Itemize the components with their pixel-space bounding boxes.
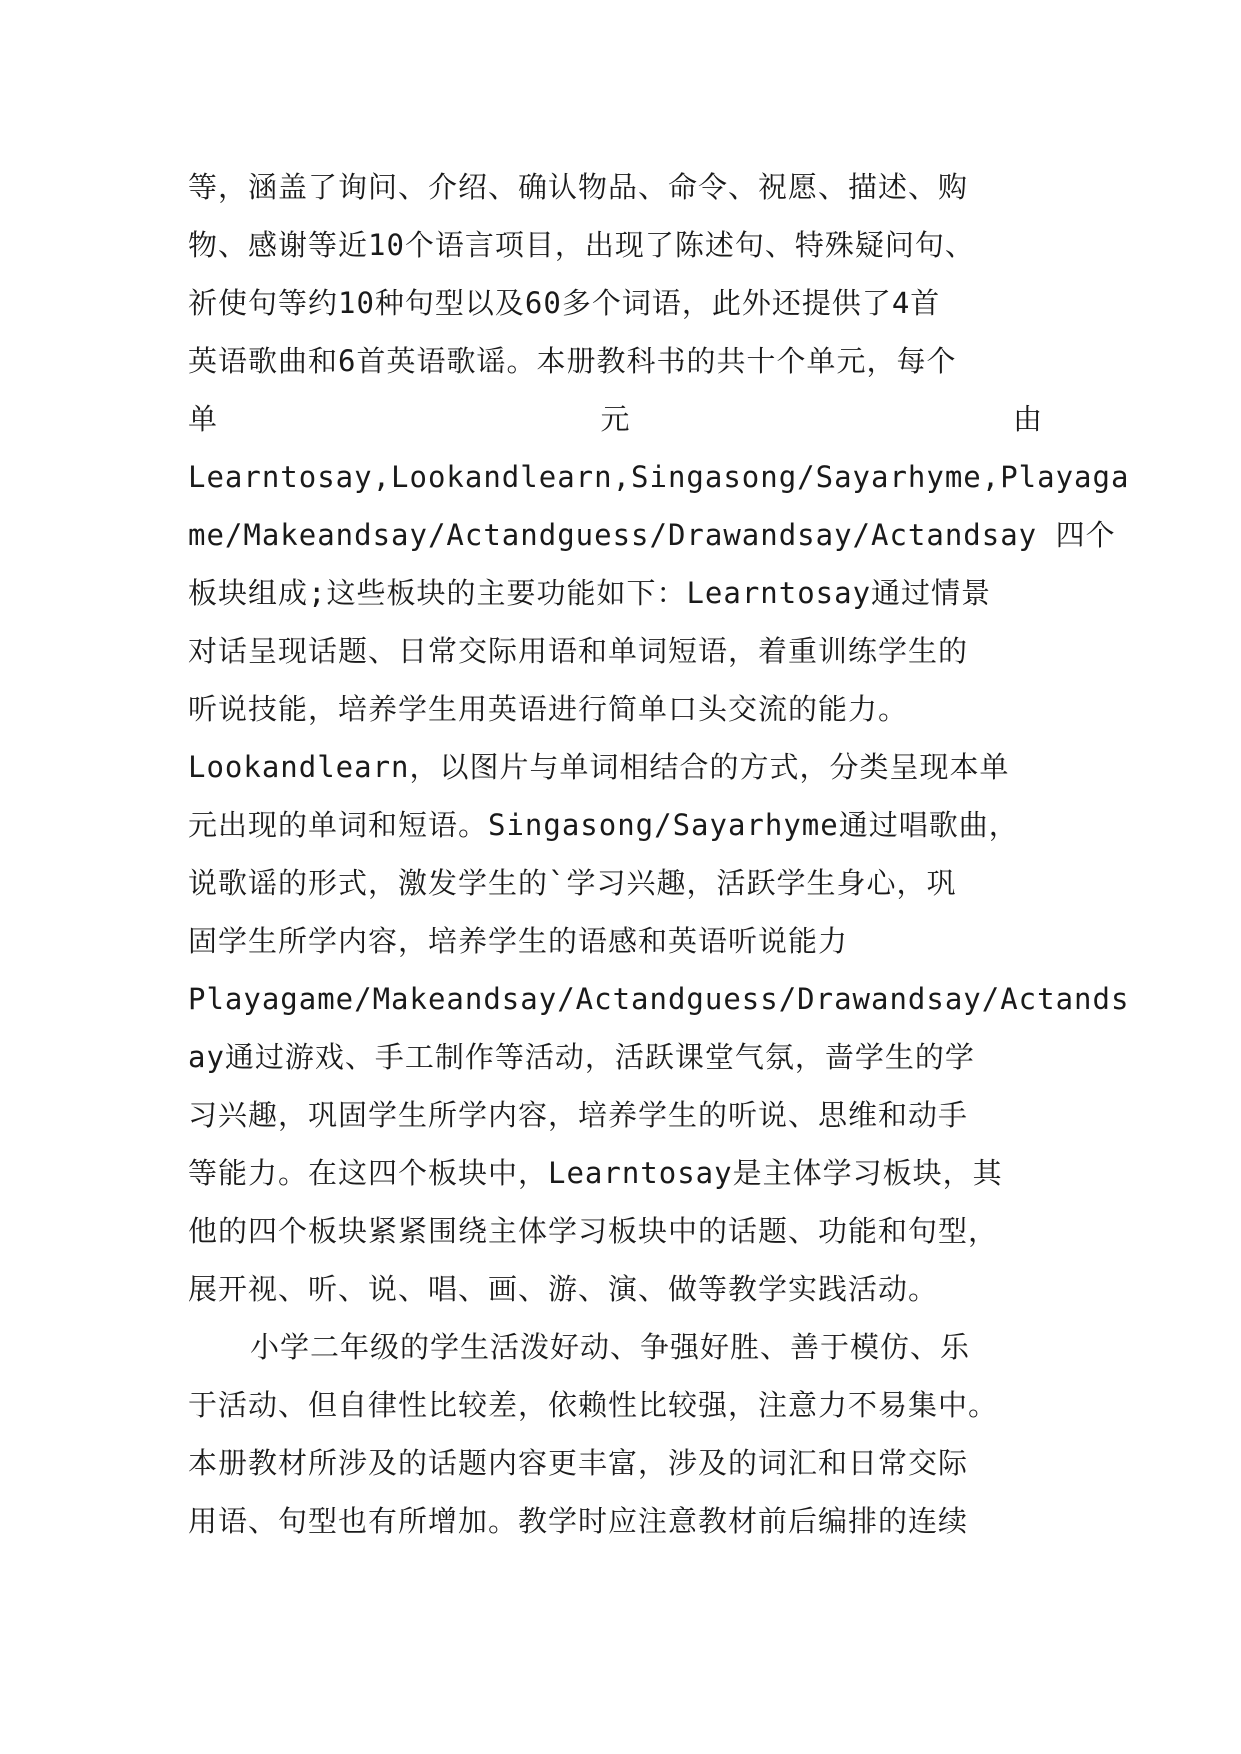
text-line: Learntosay,Lookandlearn,Singasong/Sayarhyme,Playaga [188,460,1130,494]
text-line: Lookandlearn，以图片与单词相结合的方式，分类呈现本单 [188,750,1010,784]
spread-word: 由 [1012,402,1043,436]
text-line: 固学生所学内容，培养学生的语感和英语听说能力 [188,924,849,958]
text-line: 对话呈现话题、日常交际用语和单词短语，着重训练学生的 [188,634,969,668]
text-line: 展开视、听、说、唱、画、游、演、做等教学实践活动。 [188,1272,939,1306]
text-line: 说歌谣的形式，激发学生的`学习兴趣，活跃学生身心，巩 [188,866,957,900]
text-line: 等能力。在这四个板块中，Learntosay是主体学习板块，其 [188,1156,1003,1190]
text-line: ay通过游戏、手工制作等活动，活跃课堂气氛，啬学生的学 [188,1040,975,1074]
text-line: me/Makeandsay/Actandguess/Drawandsay/Actandsay 四个 [188,518,1116,552]
text-line: 于活动、但自律性比较差，依赖性比较强，注意力不易集中。 [188,1388,999,1422]
text-line: 等，涵盖了询问、介绍、确认物品、命令、祝愿、描述、购 [188,170,969,204]
text-line: 板块组成;这些板块的主要功能如下：Learntosay通过情景 [188,576,992,610]
text-line: 祈使句等约10种句型以及60多个词语，此外还提供了4首 [188,286,941,320]
text-line: 听说技能，培养学生用英语进行简单口头交流的能力。 [188,692,909,726]
paragraph-first-line: 小学二年级的学生活泼好动、争强好胜、善于模仿、乐 [250,1330,971,1364]
text-line: 用语、句型也有所增加。教学时应注意教材前后编排的连续 [188,1504,969,1538]
text-line: 本册教材所涉及的话题内容更丰富，涉及的词汇和日常交际 [188,1446,969,1480]
spread-word: 单 [188,402,219,436]
text-line-spread [188,390,1043,448]
text-line: 元出现的单词和短语。Singasong/Sayarhyme通过唱歌曲， [188,808,1019,842]
spread-word: 元 [600,402,631,436]
text-line: 英语歌曲和6首英语歌谣。本册教科书的共十个单元，每个 [188,344,957,378]
body-text [188,158,1130,1550]
text-line: Playagame/Makeandsay/Actandguess/Drawandsay/Actands [188,982,1130,1016]
text-line: 他的四个板块紧紧围绕主体学习板块中的话题、功能和句型， [188,1214,999,1248]
text-line: 物、感谢等近10个语言项目，出现了陈述句、特殊疑问句、 [188,228,975,262]
text-line: 习兴趣，巩固学生所学内容，培养学生的听说、思维和动手 [188,1098,969,1132]
